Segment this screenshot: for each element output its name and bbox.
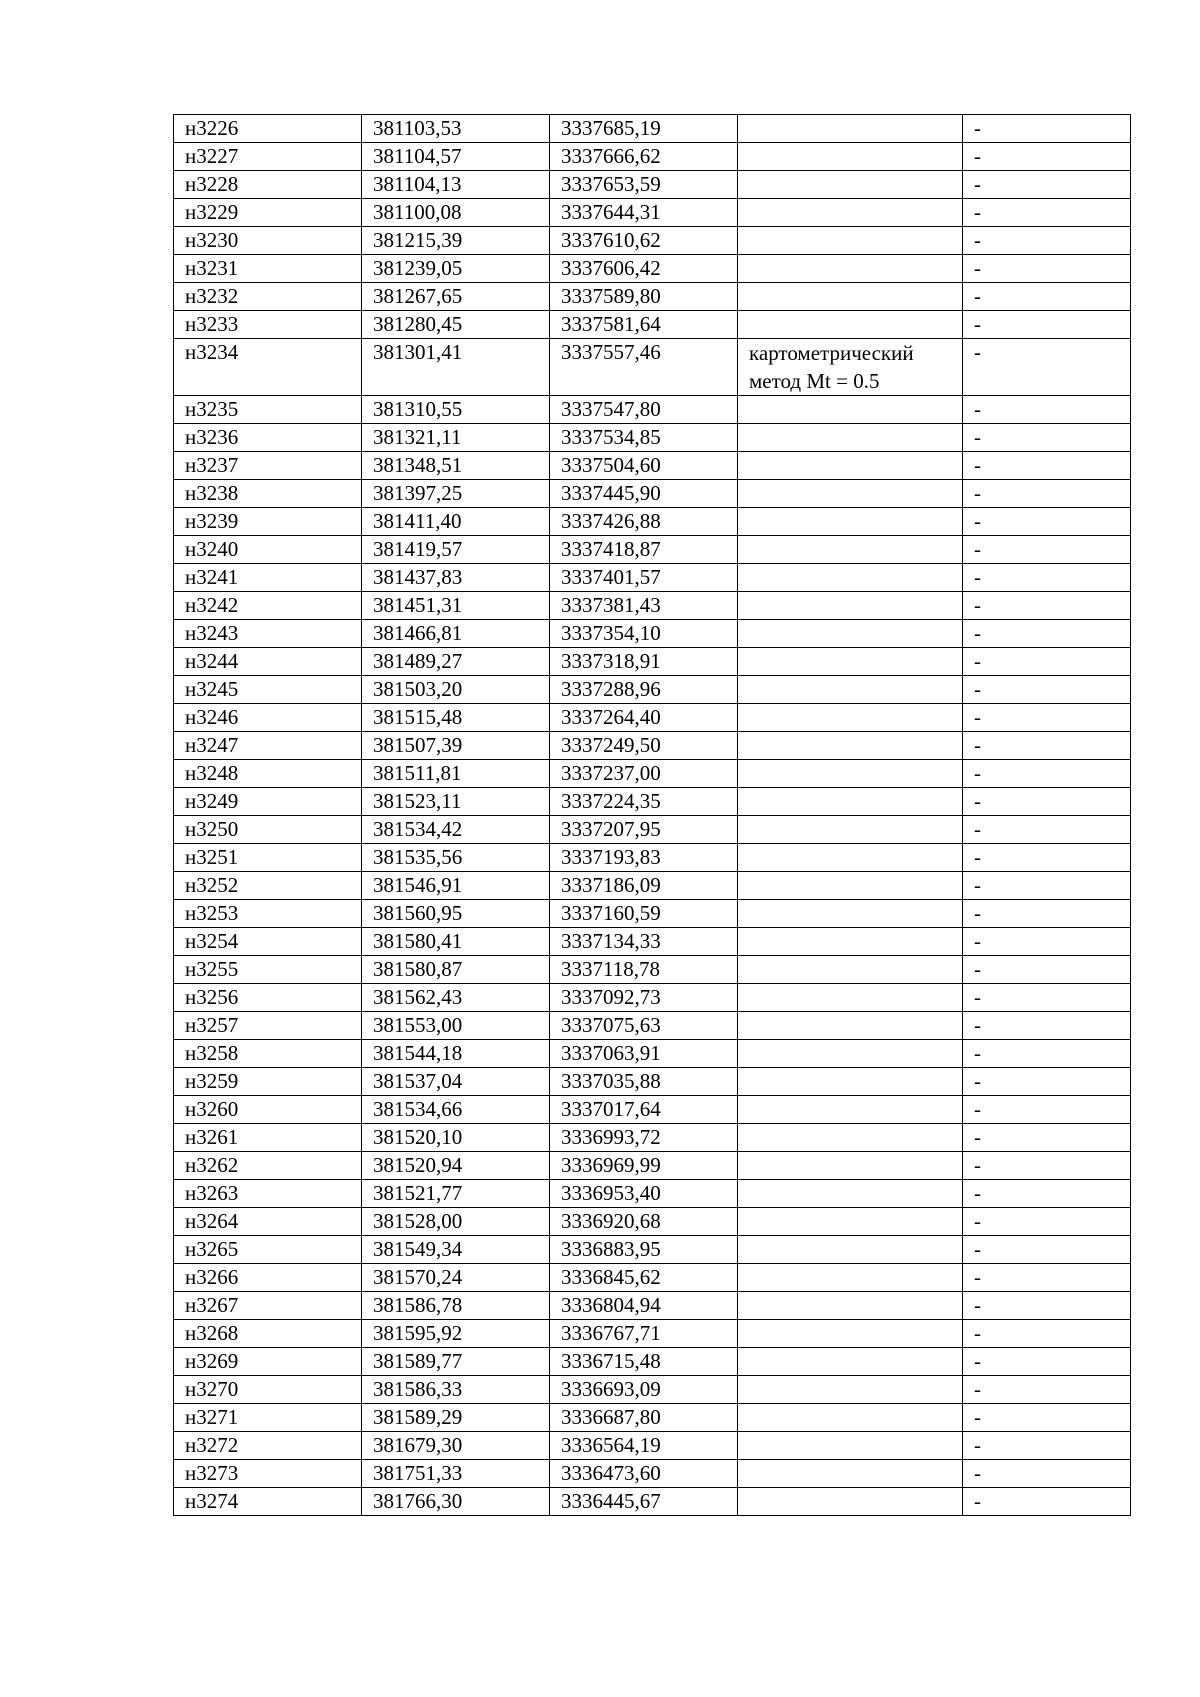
- point-name-cell: н3239: [174, 508, 362, 536]
- point-name-cell: н3261: [174, 1124, 362, 1152]
- x-coordinate-cell: 381301,41: [362, 339, 550, 396]
- y-coordinate-cell: 3337288,96: [550, 676, 738, 704]
- error-value-cell: -: [963, 816, 1131, 844]
- method-note-cell: [738, 396, 963, 424]
- coordinates-table-body: [174, 115, 1131, 1516]
- error-value-cell: -: [963, 1012, 1131, 1040]
- y-coordinate-cell: 3337354,10: [550, 620, 738, 648]
- y-coordinate-cell: 3336953,40: [550, 1180, 738, 1208]
- x-coordinate-cell: 381528,00: [362, 1208, 550, 1236]
- point-name-cell: н3237: [174, 452, 362, 480]
- x-coordinate-cell: 381100,08: [362, 199, 550, 227]
- y-coordinate-cell: 3337186,09: [550, 872, 738, 900]
- error-value-cell: -: [963, 1096, 1131, 1124]
- point-name-cell: н3262: [174, 1152, 362, 1180]
- table-row: [174, 480, 1131, 508]
- table-row: [174, 760, 1131, 788]
- table-row: [174, 704, 1131, 732]
- method-note-cell: [738, 311, 963, 339]
- point-name-cell: н3247: [174, 732, 362, 760]
- table-row: [174, 536, 1131, 564]
- table-row: [174, 1040, 1131, 1068]
- table-row: [174, 199, 1131, 227]
- error-value-cell: -: [963, 1404, 1131, 1432]
- method-note-cell: картометрический метод Mt = 0.5: [738, 339, 963, 396]
- table-row: [174, 984, 1131, 1012]
- error-value-cell: -: [963, 620, 1131, 648]
- point-name-cell: н3257: [174, 1012, 362, 1040]
- method-note-cell: [738, 536, 963, 564]
- error-value-cell: -: [963, 676, 1131, 704]
- error-value-cell: -: [963, 900, 1131, 928]
- x-coordinate-cell: 381553,00: [362, 1012, 550, 1040]
- point-name-cell: н3256: [174, 984, 362, 1012]
- table-row: [174, 1068, 1131, 1096]
- table-row: [174, 1012, 1131, 1040]
- method-note-cell: [738, 620, 963, 648]
- error-value-cell: -: [963, 424, 1131, 452]
- error-value-cell: -: [963, 1068, 1131, 1096]
- point-name-cell: н3232: [174, 283, 362, 311]
- method-note-cell: [738, 1432, 963, 1460]
- error-value-cell: -: [963, 1348, 1131, 1376]
- error-value-cell: -: [963, 199, 1131, 227]
- y-coordinate-cell: 3336845,62: [550, 1264, 738, 1292]
- method-note-cell: [738, 255, 963, 283]
- error-value-cell: -: [963, 311, 1131, 339]
- y-coordinate-cell: 3336715,48: [550, 1348, 738, 1376]
- method-note-cell: [738, 227, 963, 255]
- method-note-cell: [738, 1124, 963, 1152]
- table-row: [174, 900, 1131, 928]
- y-coordinate-cell: 3337075,63: [550, 1012, 738, 1040]
- table-row: [174, 1180, 1131, 1208]
- x-coordinate-cell: 381103,53: [362, 115, 550, 143]
- point-name-cell: н3270: [174, 1376, 362, 1404]
- method-note-cell: [738, 732, 963, 760]
- x-coordinate-cell: 381397,25: [362, 480, 550, 508]
- x-coordinate-cell: 381751,33: [362, 1460, 550, 1488]
- error-value-cell: -: [963, 171, 1131, 199]
- method-note-cell: [738, 564, 963, 592]
- y-coordinate-cell: 3337547,80: [550, 396, 738, 424]
- y-coordinate-cell: 3337063,91: [550, 1040, 738, 1068]
- method-note-cell: [738, 1012, 963, 1040]
- point-name-cell: н3240: [174, 536, 362, 564]
- y-coordinate-cell: 3336473,60: [550, 1460, 738, 1488]
- point-name-cell: н3260: [174, 1096, 362, 1124]
- x-coordinate-cell: 381520,10: [362, 1124, 550, 1152]
- method-note-cell: [738, 928, 963, 956]
- method-note-cell: [738, 1096, 963, 1124]
- method-note-cell: [738, 1320, 963, 1348]
- point-name-cell: н3258: [174, 1040, 362, 1068]
- error-value-cell: -: [963, 1376, 1131, 1404]
- y-coordinate-cell: 3337606,42: [550, 255, 738, 283]
- error-value-cell: -: [963, 1124, 1131, 1152]
- x-coordinate-cell: 381503,20: [362, 676, 550, 704]
- y-coordinate-cell: 3337017,64: [550, 1096, 738, 1124]
- y-coordinate-cell: 3336920,68: [550, 1208, 738, 1236]
- point-name-cell: н3226: [174, 115, 362, 143]
- table-row: [174, 788, 1131, 816]
- error-value-cell: -: [963, 984, 1131, 1012]
- y-coordinate-cell: 3337504,60: [550, 452, 738, 480]
- y-coordinate-cell: 3337666,62: [550, 143, 738, 171]
- y-coordinate-cell: 3337534,85: [550, 424, 738, 452]
- method-note-cell: [738, 648, 963, 676]
- x-coordinate-cell: 381411,40: [362, 508, 550, 536]
- point-name-cell: н3248: [174, 760, 362, 788]
- point-name-cell: н3264: [174, 1208, 362, 1236]
- error-value-cell: -: [963, 115, 1131, 143]
- table-row: [174, 620, 1131, 648]
- error-value-cell: -: [963, 1432, 1131, 1460]
- error-value-cell: -: [963, 1040, 1131, 1068]
- y-coordinate-cell: 3336564,19: [550, 1432, 738, 1460]
- table-row: [174, 1236, 1131, 1264]
- table-row: [174, 592, 1131, 620]
- table-row: [174, 676, 1131, 704]
- y-coordinate-cell: 3337160,59: [550, 900, 738, 928]
- y-coordinate-cell: 3337092,73: [550, 984, 738, 1012]
- method-note-cell: [738, 1264, 963, 1292]
- y-coordinate-cell: 3337237,00: [550, 760, 738, 788]
- error-value-cell: -: [963, 508, 1131, 536]
- table-row: [174, 171, 1131, 199]
- point-name-cell: н3269: [174, 1348, 362, 1376]
- table-row: [174, 311, 1131, 339]
- table-row: [174, 956, 1131, 984]
- y-coordinate-cell: 3337426,88: [550, 508, 738, 536]
- table-row: [174, 255, 1131, 283]
- x-coordinate-cell: 381580,41: [362, 928, 550, 956]
- y-coordinate-cell: 3336687,80: [550, 1404, 738, 1432]
- method-note-cell: [738, 115, 963, 143]
- method-note-cell: [738, 872, 963, 900]
- error-value-cell: -: [963, 143, 1131, 171]
- x-coordinate-cell: 381451,31: [362, 592, 550, 620]
- table-row: [174, 564, 1131, 592]
- method-note-cell: [738, 508, 963, 536]
- x-coordinate-cell: 381549,34: [362, 1236, 550, 1264]
- y-coordinate-cell: 3337134,33: [550, 928, 738, 956]
- error-value-cell: -: [963, 648, 1131, 676]
- method-note-cell: [738, 480, 963, 508]
- y-coordinate-cell: 3336767,71: [550, 1320, 738, 1348]
- point-name-cell: н3243: [174, 620, 362, 648]
- method-note-cell: [738, 452, 963, 480]
- method-note-cell: [738, 760, 963, 788]
- method-note-cell: [738, 1236, 963, 1264]
- x-coordinate-cell: 381523,11: [362, 788, 550, 816]
- error-value-cell: -: [963, 227, 1131, 255]
- table-row: [174, 872, 1131, 900]
- y-coordinate-cell: 3336969,99: [550, 1152, 738, 1180]
- table-row: [174, 1460, 1131, 1488]
- table-row: [174, 1320, 1131, 1348]
- y-coordinate-cell: 3336883,95: [550, 1236, 738, 1264]
- x-coordinate-cell: 381321,11: [362, 424, 550, 452]
- x-coordinate-cell: 381534,66: [362, 1096, 550, 1124]
- table-row: [174, 283, 1131, 311]
- x-coordinate-cell: 381104,57: [362, 143, 550, 171]
- coordinates-table: [173, 114, 1131, 1516]
- y-coordinate-cell: 3337653,59: [550, 171, 738, 199]
- error-value-cell: -: [963, 396, 1131, 424]
- table-row: [174, 1432, 1131, 1460]
- table-row: [174, 1264, 1131, 1292]
- x-coordinate-cell: 381511,81: [362, 760, 550, 788]
- y-coordinate-cell: 3336993,72: [550, 1124, 738, 1152]
- error-value-cell: -: [963, 1180, 1131, 1208]
- x-coordinate-cell: 381589,77: [362, 1348, 550, 1376]
- y-coordinate-cell: 3337224,35: [550, 788, 738, 816]
- x-coordinate-cell: 381466,81: [362, 620, 550, 648]
- method-note-cell: [738, 143, 963, 171]
- method-note-cell: [738, 1068, 963, 1096]
- x-coordinate-cell: 381310,55: [362, 396, 550, 424]
- point-name-cell: н3265: [174, 1236, 362, 1264]
- error-value-cell: -: [963, 564, 1131, 592]
- method-note-cell: [738, 1040, 963, 1068]
- error-value-cell: -: [963, 1292, 1131, 1320]
- method-note-cell: [738, 592, 963, 620]
- table-row: [174, 1488, 1131, 1516]
- method-note-cell: [738, 1180, 963, 1208]
- point-name-cell: н3267: [174, 1292, 362, 1320]
- method-note-cell: [738, 1152, 963, 1180]
- y-coordinate-cell: 3337581,64: [550, 311, 738, 339]
- point-name-cell: н3228: [174, 171, 362, 199]
- x-coordinate-cell: 381537,04: [362, 1068, 550, 1096]
- y-coordinate-cell: 3337249,50: [550, 732, 738, 760]
- table-row: [174, 928, 1131, 956]
- error-value-cell: -: [963, 844, 1131, 872]
- x-coordinate-cell: 381348,51: [362, 452, 550, 480]
- x-coordinate-cell: 381544,18: [362, 1040, 550, 1068]
- table-row: [174, 143, 1131, 171]
- error-value-cell: -: [963, 1320, 1131, 1348]
- x-coordinate-cell: 381570,24: [362, 1264, 550, 1292]
- point-name-cell: н3241: [174, 564, 362, 592]
- point-name-cell: н3249: [174, 788, 362, 816]
- point-name-cell: н3259: [174, 1068, 362, 1096]
- method-note-cell: [738, 424, 963, 452]
- method-note-cell: [738, 844, 963, 872]
- y-coordinate-cell: 3337318,91: [550, 648, 738, 676]
- x-coordinate-cell: 381239,05: [362, 255, 550, 283]
- point-name-cell: н3245: [174, 676, 362, 704]
- y-coordinate-cell: 3336804,94: [550, 1292, 738, 1320]
- error-value-cell: -: [963, 1236, 1131, 1264]
- error-value-cell: -: [963, 788, 1131, 816]
- y-coordinate-cell: 3337445,90: [550, 480, 738, 508]
- error-value-cell: -: [963, 1460, 1131, 1488]
- method-note-cell: [738, 1404, 963, 1432]
- y-coordinate-cell: 3337589,80: [550, 283, 738, 311]
- table-row: [174, 115, 1131, 143]
- method-note-cell: [738, 1208, 963, 1236]
- point-name-cell: н3238: [174, 480, 362, 508]
- x-coordinate-cell: 381520,94: [362, 1152, 550, 1180]
- method-note-cell: [738, 1488, 963, 1516]
- error-value-cell: -: [963, 928, 1131, 956]
- method-note-cell: [738, 676, 963, 704]
- point-name-cell: н3263: [174, 1180, 362, 1208]
- y-coordinate-cell: 3337118,78: [550, 956, 738, 984]
- point-name-cell: н3234: [174, 339, 362, 396]
- table-row: [174, 424, 1131, 452]
- table-row: [174, 1348, 1131, 1376]
- error-value-cell: -: [963, 956, 1131, 984]
- x-coordinate-cell: 381267,65: [362, 283, 550, 311]
- error-value-cell: -: [963, 704, 1131, 732]
- method-note-cell: [738, 199, 963, 227]
- y-coordinate-cell: 3337035,88: [550, 1068, 738, 1096]
- method-note-cell: [738, 956, 963, 984]
- table-row: [174, 452, 1131, 480]
- point-name-cell: н3233: [174, 311, 362, 339]
- x-coordinate-cell: 381560,95: [362, 900, 550, 928]
- point-name-cell: н3272: [174, 1432, 362, 1460]
- method-note-cell: [738, 704, 963, 732]
- point-name-cell: н3268: [174, 1320, 362, 1348]
- x-coordinate-cell: 381580,87: [362, 956, 550, 984]
- y-coordinate-cell: 3337207,95: [550, 816, 738, 844]
- error-value-cell: -: [963, 339, 1131, 396]
- table-row: [174, 1404, 1131, 1432]
- y-coordinate-cell: 3337557,46: [550, 339, 738, 396]
- point-name-cell: н3227: [174, 143, 362, 171]
- x-coordinate-cell: 381104,13: [362, 171, 550, 199]
- method-note-cell: [738, 283, 963, 311]
- x-coordinate-cell: 381546,91: [362, 872, 550, 900]
- table-row: [174, 227, 1131, 255]
- x-coordinate-cell: 381515,48: [362, 704, 550, 732]
- y-coordinate-cell: 3336693,09: [550, 1376, 738, 1404]
- y-coordinate-cell: 3337644,31: [550, 199, 738, 227]
- method-note-cell: [738, 816, 963, 844]
- x-coordinate-cell: 381280,45: [362, 311, 550, 339]
- table-row: [174, 732, 1131, 760]
- error-value-cell: -: [963, 1208, 1131, 1236]
- table-row: [174, 339, 1131, 396]
- table-row: [174, 508, 1131, 536]
- point-name-cell: н3252: [174, 872, 362, 900]
- x-coordinate-cell: 381489,27: [362, 648, 550, 676]
- table-row: [174, 396, 1131, 424]
- point-name-cell: н3274: [174, 1488, 362, 1516]
- point-name-cell: н3231: [174, 255, 362, 283]
- error-value-cell: -: [963, 480, 1131, 508]
- error-value-cell: -: [963, 1264, 1131, 1292]
- error-value-cell: -: [963, 732, 1131, 760]
- y-coordinate-cell: 3337264,40: [550, 704, 738, 732]
- table-row: [174, 844, 1131, 872]
- point-name-cell: н3230: [174, 227, 362, 255]
- x-coordinate-cell: 381586,78: [362, 1292, 550, 1320]
- table-row: [174, 648, 1131, 676]
- table-row: [174, 816, 1131, 844]
- x-coordinate-cell: 381679,30: [362, 1432, 550, 1460]
- point-name-cell: н3266: [174, 1264, 362, 1292]
- method-note-cell: [738, 1292, 963, 1320]
- table-row: [174, 1096, 1131, 1124]
- point-name-cell: н3250: [174, 816, 362, 844]
- error-value-cell: -: [963, 452, 1131, 480]
- table-row: [174, 1124, 1131, 1152]
- x-coordinate-cell: 381562,43: [362, 984, 550, 1012]
- method-note-cell: [738, 900, 963, 928]
- point-name-cell: н3253: [174, 900, 362, 928]
- point-name-cell: н3242: [174, 592, 362, 620]
- error-value-cell: -: [963, 255, 1131, 283]
- point-name-cell: н3271: [174, 1404, 362, 1432]
- table-row: [174, 1208, 1131, 1236]
- method-note-cell: [738, 1376, 963, 1404]
- point-name-cell: н3229: [174, 199, 362, 227]
- table-row: [174, 1152, 1131, 1180]
- x-coordinate-cell: 381586,33: [362, 1376, 550, 1404]
- y-coordinate-cell: 3337418,87: [550, 536, 738, 564]
- error-value-cell: -: [963, 1488, 1131, 1516]
- method-note-cell: [738, 1348, 963, 1376]
- error-value-cell: -: [963, 592, 1131, 620]
- y-coordinate-cell: 3337401,57: [550, 564, 738, 592]
- point-name-cell: н3255: [174, 956, 362, 984]
- method-note-cell: [738, 171, 963, 199]
- y-coordinate-cell: 3336445,67: [550, 1488, 738, 1516]
- error-value-cell: -: [963, 760, 1131, 788]
- point-name-cell: н3273: [174, 1460, 362, 1488]
- point-name-cell: н3244: [174, 648, 362, 676]
- x-coordinate-cell: 381507,39: [362, 732, 550, 760]
- x-coordinate-cell: 381419,57: [362, 536, 550, 564]
- x-coordinate-cell: 381589,29: [362, 1404, 550, 1432]
- point-name-cell: н3246: [174, 704, 362, 732]
- point-name-cell: н3236: [174, 424, 362, 452]
- method-note-cell: [738, 984, 963, 1012]
- x-coordinate-cell: 381437,83: [362, 564, 550, 592]
- x-coordinate-cell: 381534,42: [362, 816, 550, 844]
- y-coordinate-cell: 3337381,43: [550, 592, 738, 620]
- x-coordinate-cell: 381215,39: [362, 227, 550, 255]
- point-name-cell: н3251: [174, 844, 362, 872]
- x-coordinate-cell: 381595,92: [362, 1320, 550, 1348]
- y-coordinate-cell: 3337685,19: [550, 115, 738, 143]
- table-row: [174, 1376, 1131, 1404]
- error-value-cell: -: [963, 872, 1131, 900]
- table-row: [174, 1292, 1131, 1320]
- point-name-cell: н3254: [174, 928, 362, 956]
- x-coordinate-cell: 381766,30: [362, 1488, 550, 1516]
- method-note-cell: [738, 788, 963, 816]
- y-coordinate-cell: 3337193,83: [550, 844, 738, 872]
- point-name-cell: н3235: [174, 396, 362, 424]
- x-coordinate-cell: 381535,56: [362, 844, 550, 872]
- y-coordinate-cell: 3337610,62: [550, 227, 738, 255]
- error-value-cell: -: [963, 536, 1131, 564]
- error-value-cell: -: [963, 1152, 1131, 1180]
- error-value-cell: -: [963, 283, 1131, 311]
- method-note-cell: [738, 1460, 963, 1488]
- x-coordinate-cell: 381521,77: [362, 1180, 550, 1208]
